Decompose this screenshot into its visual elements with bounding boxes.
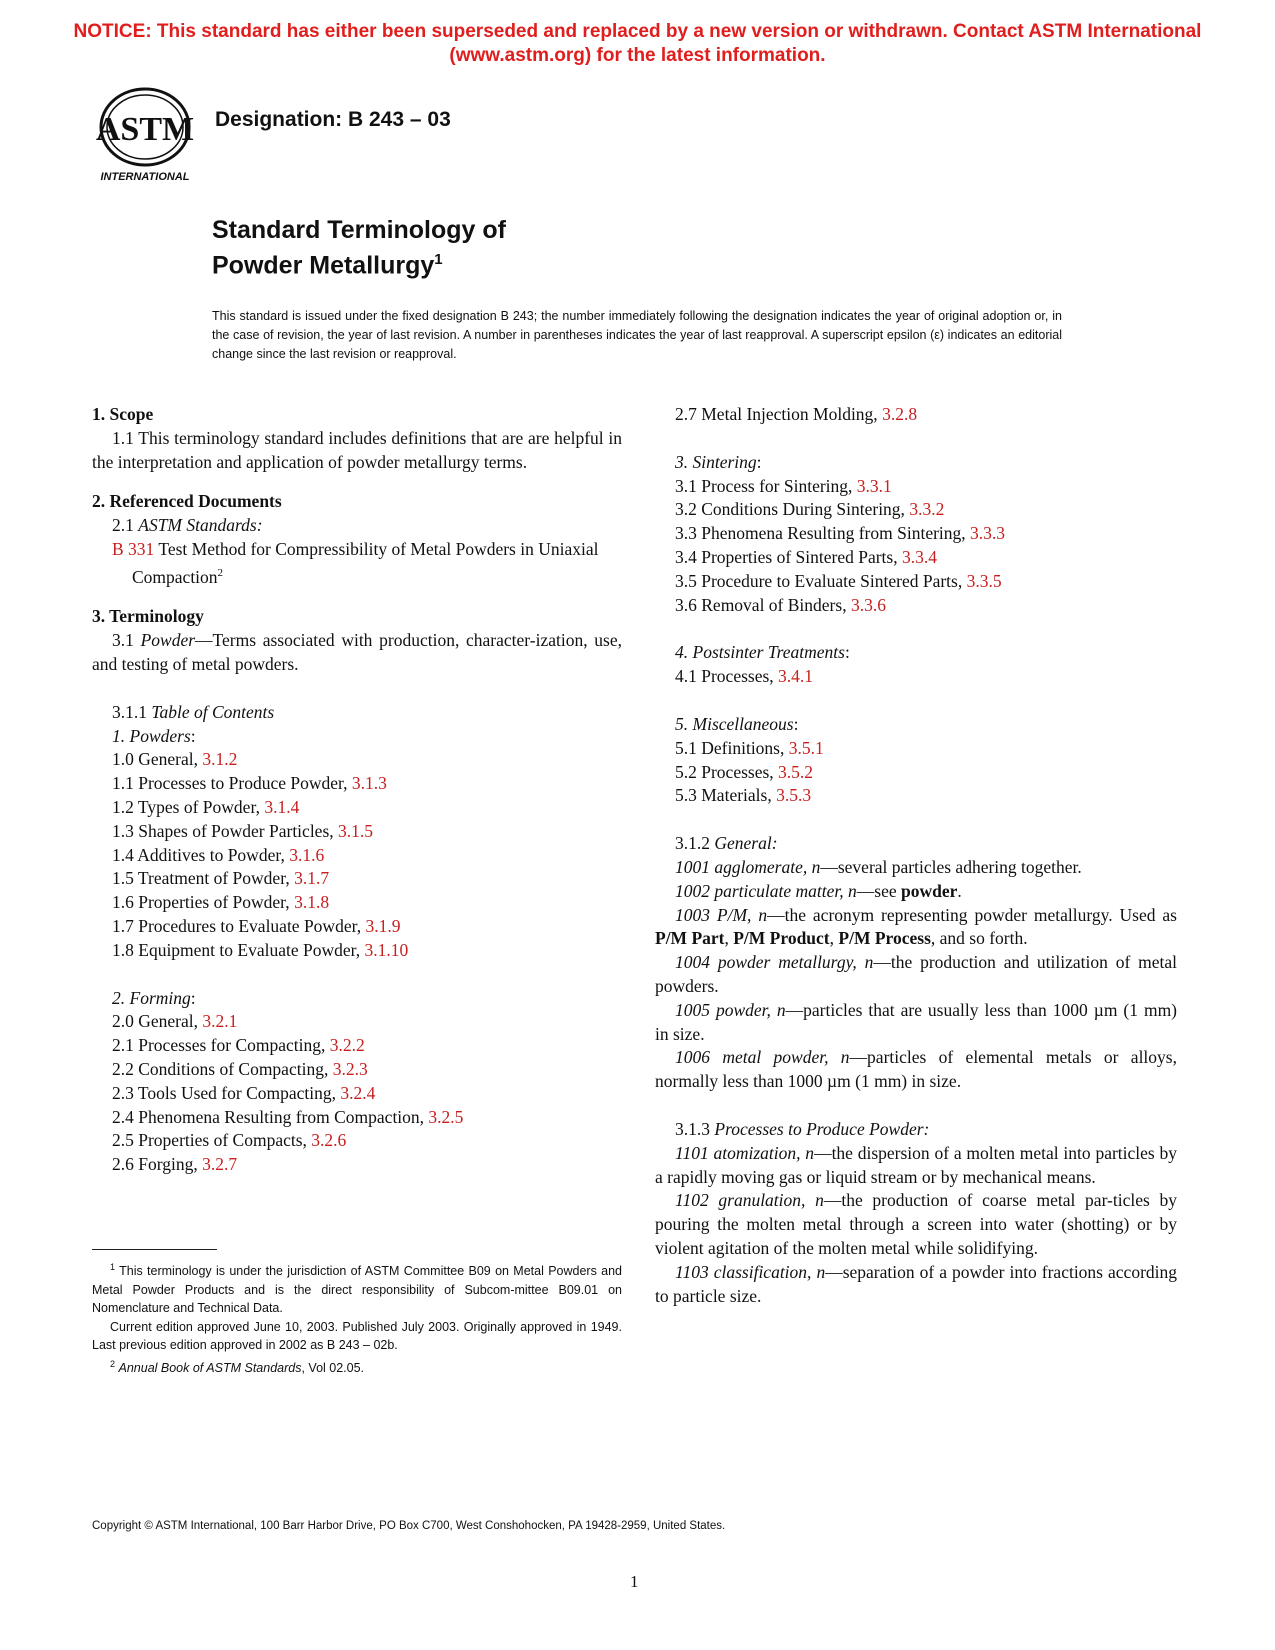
- footnote-rule: [92, 1249, 217, 1250]
- toc-item: 5.3 Materials, 3.5.3: [675, 785, 812, 806]
- toc-item: 2.0 General, 3.2.1: [112, 1011, 238, 1032]
- toc-left: [92, 725, 622, 1177]
- toc-ref-link[interactable]: 3.4.1: [778, 666, 814, 687]
- toc-item: 2.6 Forging, 3.2.7: [112, 1154, 238, 1175]
- toc-ref-link[interactable]: 3.3.1: [856, 475, 892, 496]
- referenced-heading: 2. Referenced Documents: [92, 491, 282, 512]
- toc-item: 5.1 Definitions, 3.5.1: [675, 737, 824, 758]
- toc-item: 1.5 Treatment of Powder, 3.1.7: [112, 868, 330, 889]
- left-column: [92, 403, 622, 1177]
- toc-ref-link[interactable]: 3.3.5: [966, 570, 1002, 591]
- toc-ref-link[interactable]: 3.2.8: [882, 404, 918, 424]
- toc-ref-link[interactable]: 3.1.5: [338, 820, 374, 841]
- definition-1102: 1102 granulation, n—the production of coarse metal par-ticles by pouring the molten metal through a screen into water (shotting) or by violent agitation of the molten metal while solidifying.: [655, 1190, 1177, 1258]
- toc-item: 2.1 Processes for Compacting, 3.2.2: [112, 1035, 365, 1056]
- definition-1101: 1101 atomization, n—the dispersion of a molten metal into particles by a rapidly moving gas or liquid stream or by mechanical means.: [655, 1142, 1178, 1187]
- toc-item: 3.3 Phenomena Resulting from Sintering, 3.3.3: [675, 523, 1006, 544]
- scope-text: 1.1 This terminology standard includes definitions that are are helpful in the interpretation and application of powder metallurgy terms.: [92, 427, 622, 472]
- toc-ref-link[interactable]: 3.1.8: [294, 892, 330, 913]
- toc-heading: 3.1.1 Table of Contents: [112, 701, 275, 722]
- toc-ref-link[interactable]: 3.3.6: [850, 594, 886, 615]
- right-column: [655, 403, 1177, 1308]
- toc-ref-link[interactable]: 3.2.6: [311, 1130, 347, 1151]
- toc-section-title: 1. Powders:: [112, 725, 196, 746]
- definition-1003: 1003 P/M, n—the acronym representing powder metallurgy. Used as P/M Part, P/M Product, P/M Process, and so forth.: [655, 904, 1177, 949]
- toc-ref-link[interactable]: 3.2.2: [329, 1035, 365, 1056]
- copyright: Copyright © ASTM International, 100 Barr Harbor Drive, PO Box C700, West Conshohocken, PA 19428-2959, United States.: [92, 1520, 726, 1532]
- toc-item: 2.4 Phenomena Resulting from Compaction, 3.2.5: [112, 1106, 464, 1127]
- toc-ref-link[interactable]: 3.2.4: [340, 1082, 376, 1103]
- general-heading: 3.1.2 General:: [675, 833, 778, 854]
- toc-item: 1.3 Shapes of Powder Particles, 3.1.5: [112, 820, 374, 841]
- preamble: This standard is issued under the fixed designation B 243; the number immediately following the designation indicates the year of original adoption or, in the case of revision, the year of last revision. A number in parentheses indicates the year of last reapproval. A superscript epsilon (ε) indicates an editorial change since the last revision or reapproval.: [212, 309, 1062, 361]
- toc-section-title: 4. Postsinter Treatments:: [675, 642, 850, 663]
- logo-text: ASTM: [95, 111, 195, 148]
- toc-ref-link[interactable]: 3.1.2: [202, 749, 238, 770]
- toc-item: 3.4 Properties of Sintered Parts, 3.3.4: [675, 546, 937, 567]
- toc-item: 1.6 Properties of Powder, 3.1.8: [112, 892, 330, 913]
- page-number: 1: [630, 1572, 639, 1591]
- toc-section-title: 2. Forming:: [112, 987, 196, 1008]
- toc-item: 2.5 Properties of Compacts, 3.2.6: [112, 1130, 347, 1151]
- toc-ref-link[interactable]: 3.5.3: [776, 785, 812, 806]
- definition-1103: 1103 classification, n—separation of a powder into fractions according to particle size.: [655, 1261, 1178, 1306]
- astm-logo: [95, 85, 195, 185]
- toc-section-title: 5. Miscellaneous:: [675, 713, 799, 734]
- toc-item: 1.8 Equipment to Evaluate Powder, 3.1.10: [112, 939, 409, 960]
- toc-item: 1.4 Additives to Powder, 3.1.6: [112, 844, 325, 865]
- toc-ref-link[interactable]: 3.5.1: [788, 737, 824, 758]
- definition-1006: 1006 metal powder, n—particles of elemental metals or alloys, normally less than 1000 µm (1 mm) in size.: [655, 1047, 1177, 1092]
- toc-ref-link[interactable]: 3.1.9: [365, 915, 401, 936]
- footnotes: [92, 1258, 622, 1377]
- toc-ref-link[interactable]: 3.1.7: [294, 868, 330, 889]
- toc-ref-link[interactable]: 3.2.5: [428, 1106, 464, 1127]
- footnote-1: $^1$ This terminology is under the jurisdiction of ASTM Committee B09 on Metal Powders and Metal Powder Products and is the direct responsibility of Subcom-mittee B09.01 on Nomenclature and Technical Data.: [92, 1262, 622, 1316]
- designation: Designation: B 243 – 03: [215, 108, 451, 131]
- astm-standards-line: 2.1 ASTM Standards:: [112, 515, 263, 536]
- toc-item: 2.2 Conditions of Compacting, 3.2.3: [112, 1058, 368, 1079]
- toc-item: 2.7 Metal Injection Molding, 3.2.8: [675, 404, 918, 424]
- toc-ref-link[interactable]: 3.3.3: [970, 523, 1006, 544]
- title-line-2: Powder Metallurgy: [212, 251, 435, 280]
- toc-item: 3.5 Procedure to Evaluate Sintered Parts, 3.3.5: [675, 570, 1002, 591]
- toc-ref-link[interactable]: 3.1.6: [289, 844, 325, 865]
- toc-item: 1.7 Procedures to Evaluate Powder, 3.1.9: [112, 915, 401, 936]
- toc-item: 5.2 Processes, 3.5.2: [675, 761, 814, 782]
- toc-item: 3.1 Process for Sintering, 3.3.1: [675, 475, 892, 496]
- toc-ref-link[interactable]: 3.1.4: [264, 796, 300, 817]
- toc-ref-link[interactable]: 3.2.7: [202, 1154, 238, 1175]
- toc-item: 1.1 Processes to Produce Powder, 3.1.3: [112, 773, 387, 794]
- doc-link-b331[interactable]: B 331: [112, 538, 155, 559]
- toc-item: 1.0 General, 3.1.2: [112, 749, 238, 770]
- toc-item: 3.2 Conditions During Sintering, 3.3.2: [675, 499, 945, 520]
- logo-caption: INTERNATIONAL: [100, 171, 190, 183]
- toc-ref-link[interactable]: 3.2.1: [202, 1011, 238, 1032]
- title-footnote-mark: 1: [434, 251, 443, 268]
- terminology-3-1: 3.1 Powder—Terms associated with production, character-ization, use, and testing of metal powders.: [92, 630, 622, 674]
- footnote-2: $^2$ Annual Book of ASTM Standards, Vol 02.05.: [110, 1358, 365, 1375]
- toc-item: 3.6 Removal of Binders, 3.3.6: [675, 594, 886, 615]
- scope-heading: 1. Scope: [92, 404, 154, 424]
- toc-ref-link[interactable]: 3.3.4: [901, 546, 937, 567]
- processes-heading: 3.1.3 Processes to Produce Powder:: [675, 1118, 930, 1139]
- page-title: [212, 215, 506, 280]
- toc-right: [655, 403, 1177, 808]
- toc-item: 4.1 Processes, 3.4.1: [675, 666, 814, 687]
- title-line-1: Standard Terminology of: [212, 216, 506, 244]
- definition-1004: 1004 powder metallurgy, n—the production and utilization of metal powders.: [655, 952, 1177, 996]
- toc-item: 1.2 Types of Powder, 3.1.4: [112, 796, 300, 817]
- notice-banner: NOTICE: This standard has either been superseded and replaced by a new version or withdrawn. Contact ASTM International (www.astm.org) for the latest information.: [73, 21, 1202, 66]
- toc-ref-link[interactable]: 3.3.2: [909, 499, 945, 520]
- toc-section-title: 3. Sintering:: [675, 451, 762, 472]
- toc-ref-link[interactable]: 3.1.3: [351, 773, 387, 794]
- definition-1005: 1005 powder, n—particles that are usually less than 1000 µm (1 mm) in size.: [655, 999, 1178, 1044]
- toc-ref-link[interactable]: 3.5.2: [778, 761, 814, 782]
- footnote-1-edition: Current edition approved June 10, 2003. Published July 2003. Originally approved in 1949. Last previous edition approved in 2002 as B 243 – 02b.: [92, 1319, 622, 1353]
- toc-ref-link[interactable]: 3.1.10: [364, 939, 409, 960]
- definition-1002: 1002 particulate matter, n—see powder.: [675, 880, 962, 901]
- definition-1001: 1001 agglomerate, n—several particles adhering together.: [675, 856, 1082, 877]
- toc-item: 2.3 Tools Used for Compacting, 3.2.4: [112, 1082, 376, 1103]
- terminology-heading: 3. Terminology: [92, 606, 204, 627]
- referenced-doc: B 331 Test Method for Compressibility of Metal Powders in Uniaxial Compaction$^2$: [112, 538, 599, 587]
- toc-ref-link[interactable]: 3.2.3: [332, 1058, 368, 1079]
